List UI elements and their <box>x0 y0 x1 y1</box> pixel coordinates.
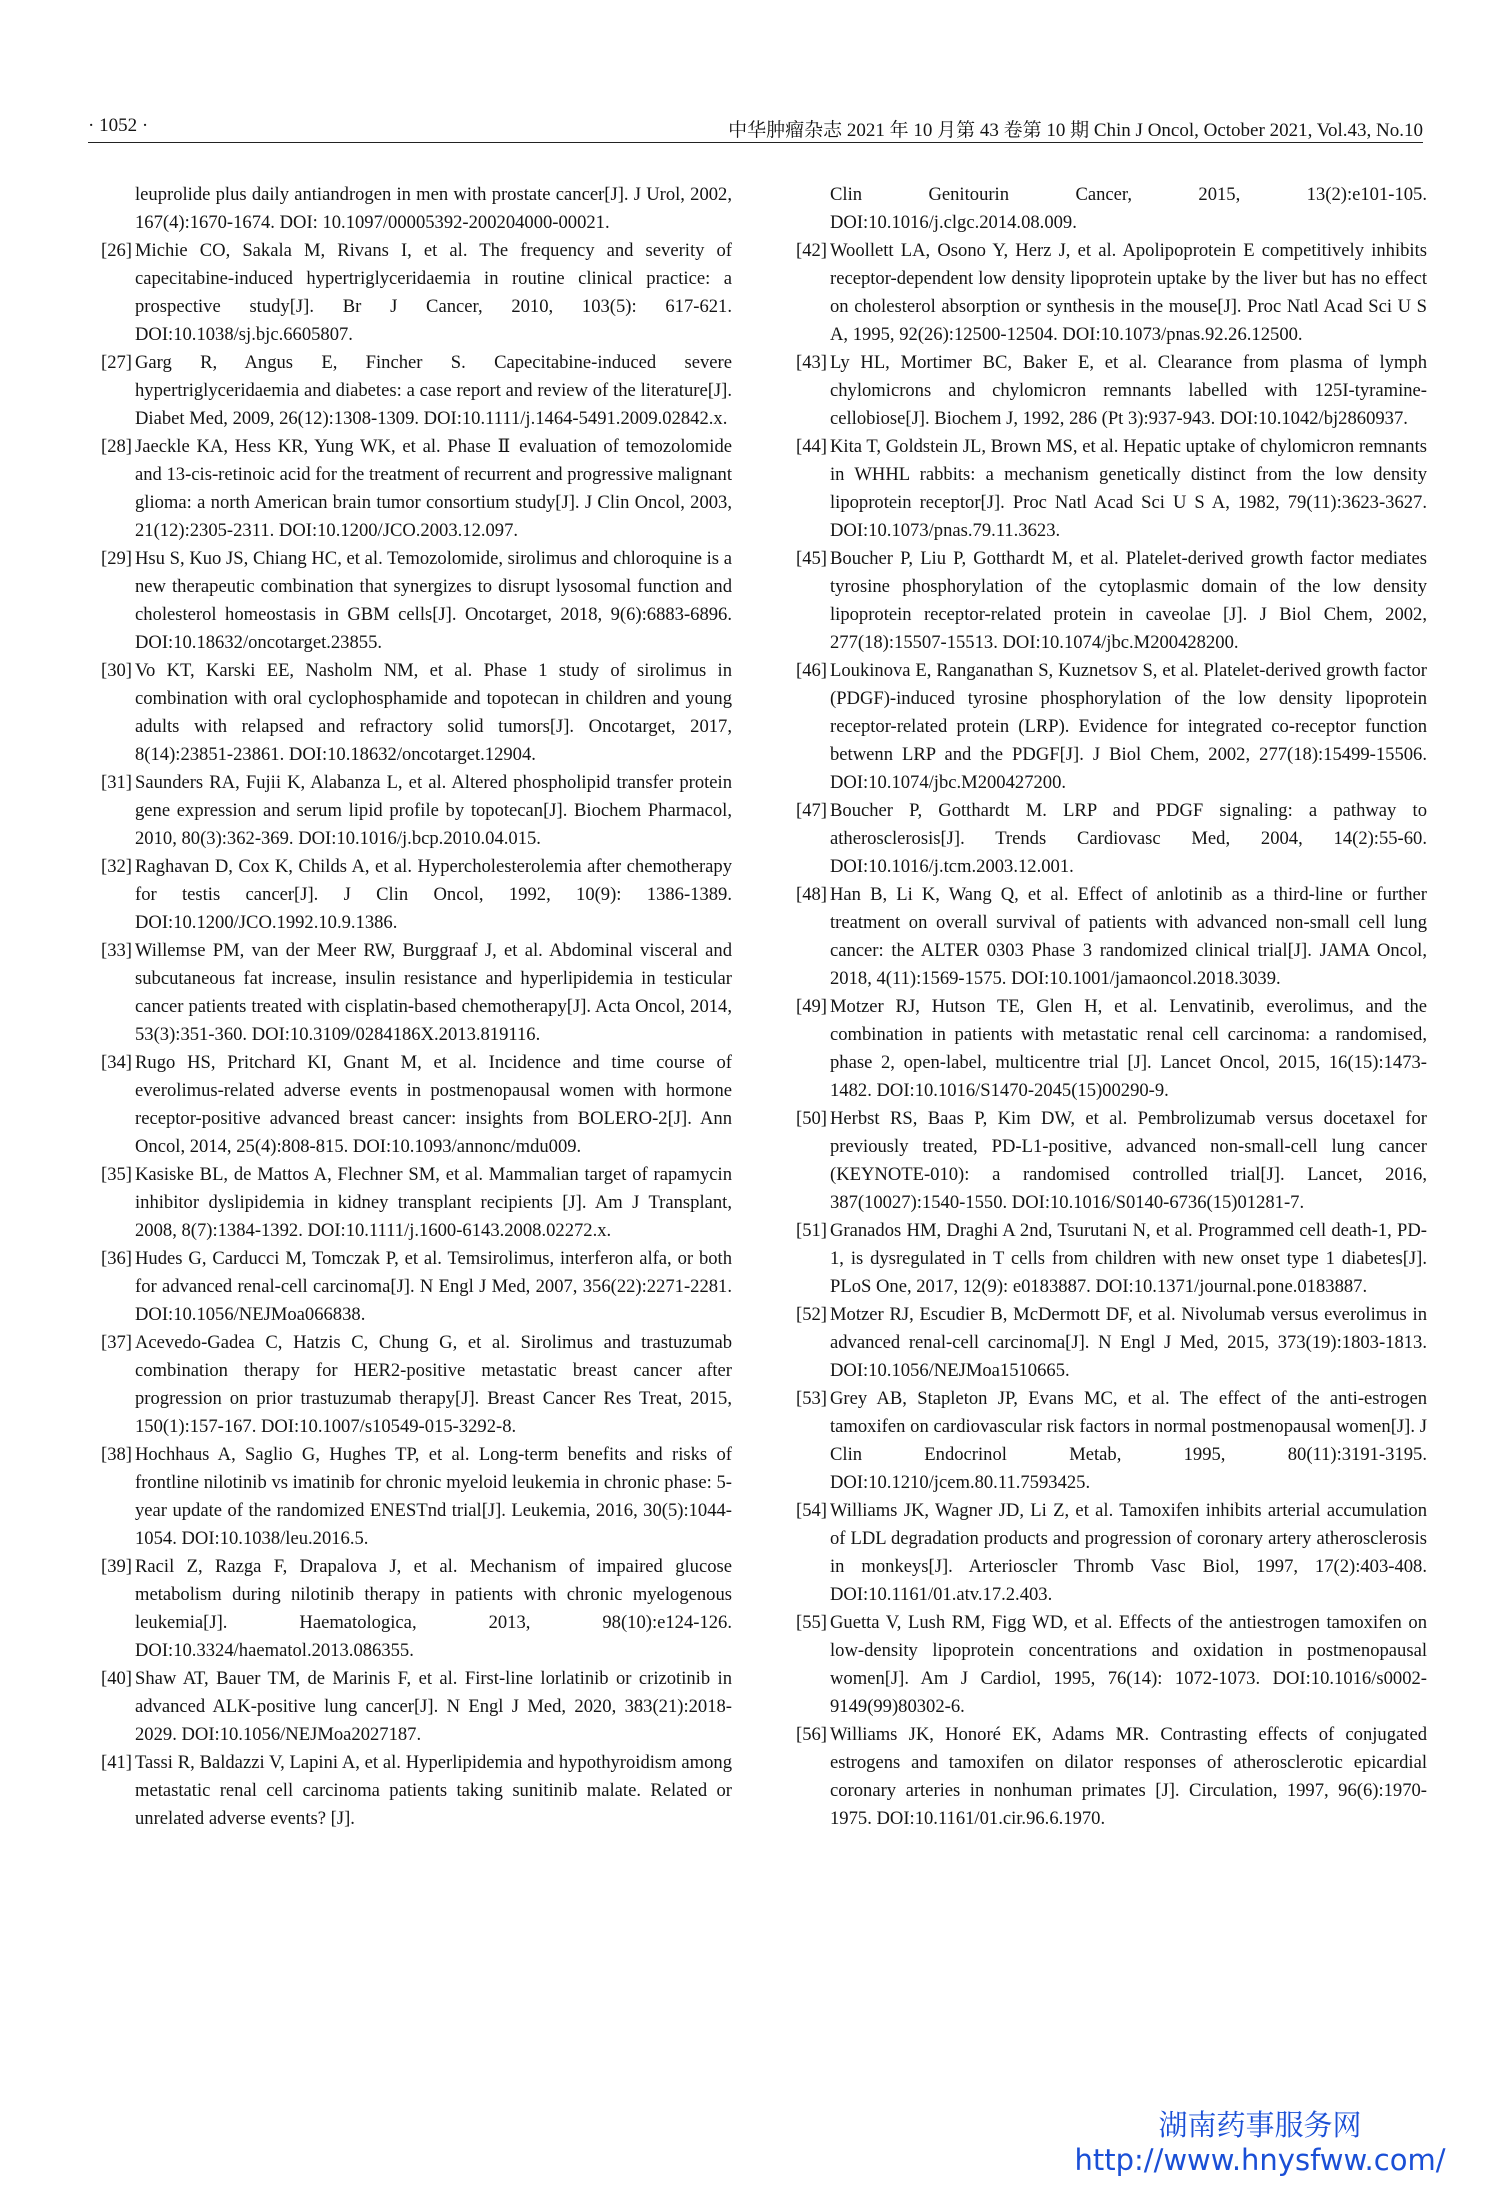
reference-text: Woollett LA, Osono Y, Herz J, et al. Apolipoprotein E competitively inhibits receptor-dependent low density lipoprotein uptake by the liver but has no effect on cholesterol absorption or synthesis in the mouse[J]. Proc Natl Acad Sci U S A, 1995, 92(26):12500-12504. DOI:10.1073/pnas.92.26.12500. <box>830 240 1427 345</box>
reference-number: [46] <box>796 660 827 681</box>
reference-text: Granados HM, Draghi A 2nd, Tsurutani N, et al. Programmed cell death-1, PD-1, is dysregulated in T cells from children with new onset type 1 diabetes[J]. PLoS One, 2017, 12(9): e0183887. DOI:10.1371/journal.pone.0183887. <box>830 1220 1427 1297</box>
reference-entry <box>755 1609 1427 1721</box>
page-number: · 1052 · <box>88 115 149 136</box>
reference-text: Guetta V, Lush RM, Figg WD, et al. Effects of the antiestrogen tamoxifen on low-density lipoprotein concentrations and oxidation in postmenopausal women[J]. Am J Cardiol, 1995, 76(14): 1072-1073. DOI:10.1016/s0002-9149(99)80302-6. <box>830 1612 1427 1717</box>
reference-text: Boucher P, Gotthardt M. LRP and PDGF signaling: a pathway to atherosclerosis[J]. Trends Cardiovasc Med, 2004, 14(2):55-60. DOI:10.1016/j.tcm.2003.12.001. <box>830 800 1427 877</box>
reference-number: [44] <box>796 436 827 457</box>
reference-text: Herbst RS, Baas P, Kim DW, et al. Pembrolizumab versus docetaxel for previously treated, PD-L1-positive, advanced non-small-cell lung cancer (KEYNOTE-010): a randomised controlled trial[J]. Lancet, 2016, 387(10027):1540-1550. DOI:10.1016/S0140-6736(15)01281-7. <box>830 1108 1427 1213</box>
reference-entry <box>60 1441 732 1553</box>
reference-text: Michie CO, Sakala M, Rivans I, et al. The frequency and severity of capecitabine-induced hypertriglyceridaemia in routine clinical practice: a prospective study[J]. Br J Cancer, 2010, 103(5): 617-621. DOI:10.1038/sj.bjc.6605807. <box>135 240 732 345</box>
reference-number: [50] <box>796 1108 827 1129</box>
reference-entry <box>60 1161 732 1245</box>
reference-entry <box>755 881 1427 993</box>
reference-number: [55] <box>796 1612 827 1633</box>
reference-entry <box>60 1329 732 1441</box>
reference-entry <box>755 1721 1427 1833</box>
reference-text: Motzer RJ, Hutson TE, Glen H, et al. Lenvatinib, everolimus, and the combination in patients with metastatic renal cell carcinoma: a randomised, phase 2, open-label, multicentre trial [J]. Lancet Oncol, 2015, 16(15):1473-1482. DOI:10.1016/S1470-2045(15)00290-9. <box>830 996 1427 1101</box>
reference-text: Grey AB, Stapleton JP, Evans MC, et al. The effect of the anti-estrogen tamoxifen on cardiovascular risk factors in normal postmenopausal women[J]. J Clin Endocrinol Metab, 1995, 80(11):3191-3195. DOI:10.1210/jcem.80.11.7593425. <box>830 1388 1427 1493</box>
reference-number: [35] <box>101 1164 132 1185</box>
reference-entry <box>60 769 732 853</box>
reference-entry <box>60 1749 732 1833</box>
reference-entry <box>755 1301 1427 1385</box>
reference-text: Hochhaus A, Saglio G, Hughes TP, et al. Long-term benefits and risks of frontline nilotinib vs imatinib for chronic myeloid leukemia in chronic phase: 5-year update of the randomized ENESTnd trial[J]. Leukemia, 2016, 30(5):1044-1054. DOI:10.1038/leu.2016.5. <box>135 1444 732 1549</box>
journal-citation-header: 中华肿瘤杂志 2021 年 10 月第 43 卷第 10 期 Chin J Oncol, October 2021, Vol.43, No.10 <box>728 120 1423 141</box>
reference-text: Racil Z, Razga F, Drapalova J, et al. Mechanism of impaired glucose metabolism during nilotinib therapy in patients with chronic myelogenous leukemia[J]. Haematologica, 2013, 98(10):e124-126. DOI:10.3324/haematol.2013.086355. <box>135 1556 732 1661</box>
reference-number: [53] <box>796 1388 827 1409</box>
reference-number: [45] <box>796 548 827 569</box>
reference-number: [29] <box>101 548 132 569</box>
left-column <box>60 181 732 1833</box>
reference-entry <box>755 237 1427 349</box>
reference-entry <box>60 349 732 433</box>
reference-number: [28] <box>101 436 132 457</box>
reference-entry <box>60 1049 732 1161</box>
reference-number: [31] <box>101 772 132 793</box>
reference-text: Saunders RA, Fujii K, Alabanza L, et al. Altered phospholipid transfer protein gene expression and serum lipid profile by topotecan[J]. Biochem Pharmacol, 2010, 80(3):362-369. DOI:10.1016/j.bcp.2010.04.015. <box>135 772 732 849</box>
reference-entry <box>60 545 732 657</box>
reference-entry <box>60 657 732 769</box>
reference-entry <box>60 1665 732 1749</box>
reference-number: [33] <box>101 940 132 961</box>
reference-text: Hudes G, Carducci M, Tomczak P, et al. Temsirolimus, interferon alfa, or both for advanced renal-cell carcinoma[J]. N Engl J Med, 2007, 356(22):2271-2281. DOI:10.1056/NEJMoa066838. <box>135 1248 732 1325</box>
reference-text: Ly HL, Mortimer BC, Baker E, et al. Clearance from plasma of lymph chylomicrons and chylomicron remnants labelled with 125I-tyramine-cellobiose[J]. Biochem J, 1992, 286 (Pt 3):937-943. DOI:10.1042/bj2860937. <box>830 352 1427 429</box>
right-column <box>755 181 1427 1833</box>
reference-text: Garg R, Angus E, Fincher S. Capecitabine-induced severe hypertriglyceridaemia and diabetes: a case report and review of the literature[J]. Diabet Med, 2009, 26(12):1308-1309. DOI:10.1111/j.1464-5491.2009.02842.x. <box>135 352 732 429</box>
reference-text: Williams JK, Wagner JD, Li Z, et al. Tamoxifen inhibits arterial accumulation of LDL degradation products and progression of coronary artery atherosclerosis in monkeys[J]. Arterioscler Thromb Vasc Biol, 1997, 17(2):403-408. DOI:10.1161/01.atv.17.2.403. <box>830 1500 1427 1605</box>
reference-number: [27] <box>101 352 132 373</box>
watermark-url[interactable]: http://www.hnysfww.com/ <box>1074 2143 1446 2178</box>
reference-entry <box>60 853 732 937</box>
reference-entry <box>755 1385 1427 1497</box>
reference-continuation: leuprolide plus daily antiandrogen in men with prostate cancer[J]. J Urol, 2002, 167(4):1670-1674. DOI: 10.1097/00005392-200204000-00021. <box>135 184 732 233</box>
reference-entry <box>755 657 1427 797</box>
reference-number: [32] <box>101 856 132 877</box>
reference-entry <box>60 937 732 1049</box>
reference-entry <box>755 545 1427 657</box>
reference-entry <box>755 1497 1427 1609</box>
reference-number: [38] <box>101 1444 132 1465</box>
reference-text: Tassi R, Baldazzi V, Lapini A, et al. Hyperlipidemia and hypothyroidism among metastatic renal cell carcinoma patients taking sunitinib malate. Related or unrelated adverse events? [J]. <box>135 1752 732 1829</box>
watermark-site-name: 湖南药事服务网 <box>1158 2108 1362 2142</box>
reference-number: [40] <box>101 1668 132 1689</box>
reference-number: [47] <box>796 800 827 821</box>
reference-entry <box>60 433 732 545</box>
reference-number: [48] <box>796 884 827 905</box>
reference-number: [42] <box>796 240 827 261</box>
reference-number: [43] <box>796 352 827 373</box>
reference-entry <box>60 1553 732 1665</box>
reference-text: Willemse PM, van der Meer RW, Burggraaf J, et al. Abdominal visceral and subcutaneous fat increase, insulin resistance and hyperlipidemia in testicular cancer patients treated with cisplatin-based chemotherapy[J]. Acta Oncol, 2014, 53(3):351-360. DOI:10.3109/0284186X.2013.819116. <box>135 940 732 1045</box>
site-watermark <box>1070 2108 1450 2179</box>
reference-number: [49] <box>796 996 827 1017</box>
reference-entry <box>60 237 732 349</box>
reference-text: Motzer RJ, Escudier B, McDermott DF, et al. Nivolumab versus everolimus in advanced renal-cell carcinoma[J]. N Engl J Med, 2015, 373(19):1803-1813. DOI:10.1056/NEJMoa1510665. <box>830 1304 1427 1381</box>
reference-continuation: Clin Genitourin Cancer, 2015, 13(2):e101-105. DOI:10.1016/j.clgc.2014.08.009. <box>830 184 1427 233</box>
reference-entry <box>60 1245 732 1329</box>
reference-text: Rugo HS, Pritchard KI, Gnant M, et al. Incidence and time course of everolimus-related adverse events in postmenopausal women with hormone receptor-positive advanced breast cancer: insights from BOLERO-2[J]. Ann Oncol, 2014, 25(4):808-815. DOI:10.1093/annonc/mdu009. <box>135 1052 732 1157</box>
reference-text: Kita T, Goldstein JL, Brown MS, et al. Hepatic uptake of chylomicron remnants in WHHL rabbits: a mechanism genetically distinct from the low density lipoprotein receptor[J]. Proc Natl Acad Sci U S A, 1982, 79(11):3623-3627. DOI:10.1073/pnas.79.11.3623. <box>830 436 1427 541</box>
reference-number: [26] <box>101 240 132 261</box>
reference-text: Raghavan D, Cox K, Childs A, et al. Hypercholesterolemia after chemotherapy for testis cancer[J]. J Clin Oncol, 1992, 10(9): 1386-1389. DOI:10.1200/JCO.1992.10.9.1386. <box>135 856 732 933</box>
running-header <box>88 112 1423 143</box>
reference-number: [41] <box>101 1752 132 1773</box>
reference-number: [37] <box>101 1332 132 1353</box>
reference-number: [51] <box>796 1220 827 1241</box>
reference-entry <box>755 797 1427 881</box>
reference-number: [54] <box>796 1500 827 1521</box>
reference-number: [39] <box>101 1556 132 1577</box>
reference-text: Loukinova E, Ranganathan S, Kuznetsov S, et al. Platelet-derived growth factor (PDGF)-induced tyrosine phosphorylation of the low density lipoprotein receptor-related protein (LRP). Evidence for integrated co-receptor function betwenn LRP and the PDGF[J]. J Biol Chem, 2002, 277(18):15499-15506. DOI:10.1074/jbc.M200427200. <box>830 660 1427 793</box>
reference-text: Kasiske BL, de Mattos A, Flechner SM, et al. Mammalian target of rapamycin inhibitor dyslipidemia in kidney transplant recipients [J]. Am J Transplant, 2008, 8(7):1384-1392. DOI:10.1111/j.1600-6143.2008.02272.x. <box>135 1164 732 1241</box>
reference-entry <box>755 433 1427 545</box>
reference-text: Han B, Li K, Wang Q, et al. Effect of anlotinib as a third-line or further treatment on overall survival of patients with advanced non-small cell lung cancer: the ALTER 0303 Phase 3 randomized clinical trial[J]. JAMA Oncol, 2018, 4(11):1569-1575. DOI:10.1001/jamaoncol.2018.3039. <box>830 884 1427 989</box>
reference-entry <box>755 993 1427 1105</box>
reference-number: [36] <box>101 1248 132 1269</box>
reference-number: [34] <box>101 1052 132 1073</box>
reference-number: [56] <box>796 1724 827 1745</box>
reference-text: Acevedo-Gadea C, Hatzis C, Chung G, et al. Sirolimus and trastuzumab combination therapy for HER2-positive metastatic breast cancer after progression on prior trastuzumab therapy[J]. Breast Cancer Res Treat, 2015, 150(1):157-167. DOI:10.1007/s10549-015-3292-8. <box>135 1332 732 1437</box>
reference-text: Boucher P, Liu P, Gotthardt M, et al. Platelet-derived growth factor mediates tyrosine phosphorylation of the cytoplasmic domain of the low density lipoprotein receptor-related protein in caveolae [J]. J Biol Chem, 2002, 277(18):15507-15513. DOI:10.1074/jbc.M200428200. <box>830 548 1427 653</box>
reference-text: Hsu S, Kuo JS, Chiang HC, et al. Temozolomide, sirolimus and chloroquine is a new therapeutic combination that synergizes to disrupt lysosomal function and cholesterol homeostasis in GBM cells[J]. Oncotarget, 2018, 9(6):6883-6896. DOI:10.18632/oncotarget.23855. <box>135 548 732 653</box>
reference-entry <box>755 1217 1427 1301</box>
reference-number: [30] <box>101 660 132 681</box>
reference-text: Jaeckle KA, Hess KR, Yung WK, et al. Phase Ⅱ evaluation of temozolomide and 13-cis-retinoic acid for the treatment of recurrent and progressive malignant glioma: a north American brain tumor consortium study[J]. J Clin Oncol, 2003, 21(12):2305-2311. DOI:10.1200/JCO.2003.12.097. <box>135 436 732 541</box>
reference-text: Williams JK, Honoré EK, Adams MR. Contrasting effects of conjugated estrogens and tamoxifen on dilator responses of atherosclerotic epicardial coronary arteries in nonhuman primates [J]. Circulation, 1997, 96(6):1970-1975. DOI:10.1161/01.cir.96.6.1970. <box>830 1724 1427 1829</box>
reference-number: [52] <box>796 1304 827 1325</box>
reference-text: Vo KT, Karski EE, Nasholm NM, et al. Phase 1 study of sirolimus in combination with oral cyclophosphamide and topotecan in children and young adults with relapsed and refractory solid tumors[J]. Oncotarget, 2017, 8(14):23851-23861. DOI:10.18632/oncotarget.12904. <box>135 660 732 765</box>
reference-entry <box>755 1105 1427 1217</box>
reference-entry <box>755 349 1427 433</box>
reference-text: Shaw AT, Bauer TM, de Marinis F, et al. First-line lorlatinib or crizotinib in advanced ALK-positive lung cancer[J]. N Engl J Med, 2020, 383(21):2018-2029. DOI:10.1056/NEJMoa2027187. <box>135 1668 732 1745</box>
